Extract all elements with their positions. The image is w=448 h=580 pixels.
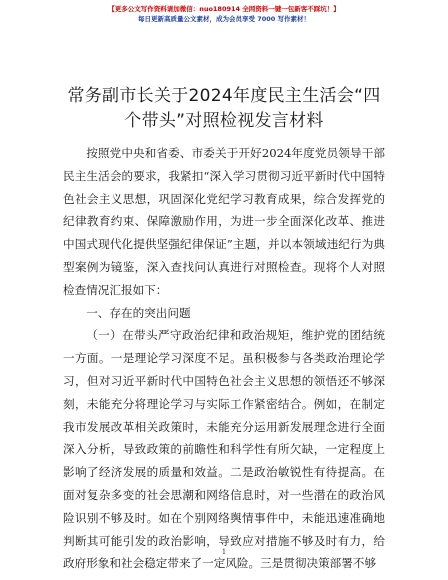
promo-banner [0,4,448,24]
body-paragraph: （一）在带头严守政治纪律和政治规矩，维护党的团结统一方面。一是理论学习深度不足。虽积极参与各类政治理论学习，但对习近平新时代中国特色社会主义思想的领悟还不够深刻，未能充分将理论学习与实际工作紧密结合。例如，在制定我市发展改革相关政策时，未能充分运用新发展理念进行全面深入分析，导致政策的前瞻性和科学性有所欠缺，一定程度上影响了经济发展的质量和效益。二是政治敏锐性有待提高。在面对复杂多变的社会思潮和网络信息时，对一些潜在的政治风险识别不够及时。如在个别网络舆情事件中，未能迅速准确地判断其可能引发的政治影响，导致应对措施不够及时有力，给政府形象和社会稳定带来了一定风险。三是贯彻决策部署不够 [63,328,385,571]
intro-paragraph: 按照党中央和省委、市委关于开好2024年度党员领导干部民主生活会的要求，我紧扣“深入学习贯彻习近平新时代中国特色社会主义思想，巩固深化党纪学习教育成果，综合发挥党的纪律教育约束、保障激励作用，为进一步全面深化改革、推进中国式现代化提供坚强纪律保证”主题，并以本领域违纪行为典型案例为镜鉴，深入查找问认真进行对照检查。现将个人对照检查情况汇报如下： [63,146,385,297]
section-heading: 一、存在的突出问题 [86,305,191,320]
document-body [63,142,385,575]
page-number: 1 [221,548,227,556]
promo-banner-line2: 每日更新高质量公文素材，成为会员享受 7000 写作素材！ [137,15,311,23]
document-title: 常务副市长关于2024年度民主生活会“四个带头”对照检视发言材料 [67,86,381,131]
promo-banner-line1: 【更多公文写作资料请加微信：nuo180914 全网资料一键一包新客不踩坑！】 [108,5,340,13]
